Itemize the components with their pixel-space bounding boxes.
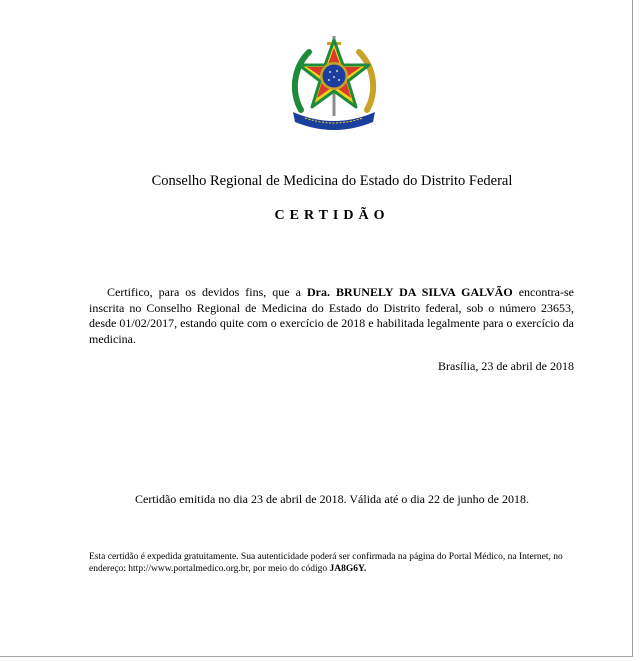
certificate-body [89,285,574,347]
brazil-coat-of-arms-icon [287,32,381,132]
authenticity-footnote [89,551,584,575]
dateline: Brasília, 23 de abril de 2018 [438,359,574,373]
document-title: CERTIDÃO [274,208,390,223]
certificate-statement: encontra-se inscrita no Conselho Regional de Medicina do Estado do Distrito federal, sob o número 23653, desde 01/02/2017, estando quite com o exercício de 2018 e habilitada legalmente para o exercício da medicina. [89,285,574,346]
doctor-name: Dra. BRUNELY DA SILVA GALVÃO [306,285,513,299]
footnote-text: Esta certidão é expedida gratuitamente. Sua autenticidade poderá ser confirmada na página do Portal Médico, na Internet, no endereço: http://www.portalmedico.org.br, por meio do código [89,552,563,574]
organization-name: Conselho Regional de Medicina do Estado do Distrito Federal [151,173,513,189]
emission-validity: Certidão emitida no dia 23 de abril de 2018. Válida até o dia 22 de junho de 2018. [134,492,529,506]
verification-code: JA8G6Y. [329,564,367,574]
certificate-intro: Certifico, para os devidos fins, que a [107,285,307,299]
